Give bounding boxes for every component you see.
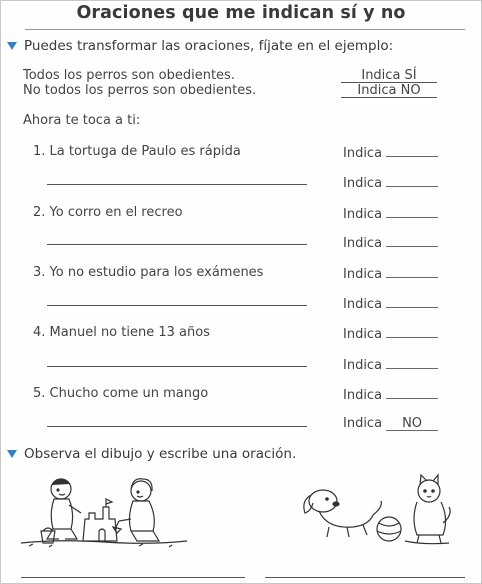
indica-answer-row	[343, 234, 438, 251]
indica-label: Indica	[343, 176, 383, 191]
indica-label: Indica	[343, 358, 383, 373]
answer-blank[interactable]	[386, 144, 438, 157]
indica-label: Indica	[343, 207, 383, 222]
exercise-sentence: 1. La tortuga de Paulo es rápida	[33, 144, 241, 159]
page-title: Oraciones que me indican sí y no	[76, 3, 406, 23]
writing-line[interactable]	[47, 184, 307, 185]
writing-line[interactable]	[21, 577, 245, 578]
example-sentence: Todos los perros son obedientes.	[23, 68, 235, 83]
answer-blank[interactable]	[386, 205, 438, 218]
section-1-instruction: Puedes transformar las oraciones, fíjate en el ejemplo:	[24, 38, 394, 54]
answer-blank[interactable]	[386, 356, 438, 369]
example-answer: Indica NO	[341, 84, 437, 98]
answer-blank[interactable]	[386, 234, 438, 247]
section-2-instruction: Observa el dibujo y escribe una oración.	[24, 446, 297, 462]
prompt-text: Ahora te toca a ti:	[23, 113, 141, 128]
answer-blank[interactable]	[386, 386, 438, 399]
writing-line[interactable]	[47, 305, 307, 306]
answer-blank[interactable]	[386, 325, 438, 338]
exercise-sentence: 3. Yo no estudio para los exámenes	[33, 265, 264, 280]
section-1-heading	[7, 38, 393, 54]
exercise-sentence: 2. Yo corro en el recreo	[33, 205, 183, 220]
exercise-sentence: 4. Manuel no tiene 13 años	[33, 325, 210, 340]
indica-label: Indica	[343, 327, 383, 342]
indica-answer-row	[343, 356, 438, 373]
section-2-heading	[7, 446, 296, 462]
answer-blank[interactable]	[386, 174, 438, 187]
answer-blank[interactable]	[386, 295, 438, 308]
writing-line[interactable]	[47, 244, 307, 245]
indica-label: Indica	[343, 236, 383, 251]
indica-label: Indica	[343, 297, 383, 312]
indica-answer-row	[343, 174, 438, 191]
pets-ball-illustration	[293, 471, 453, 551]
answer-blank[interactable]: NO	[386, 418, 438, 431]
children-sandcastle-illustration	[19, 469, 189, 549]
indica-label: Indica	[343, 267, 383, 282]
indica-label: Indica	[343, 146, 383, 161]
indica-label: Indica	[343, 416, 383, 431]
indica-answer-row	[343, 386, 438, 403]
example-answer: Indica SÍ	[341, 69, 437, 83]
example-sentence: No todos los perros son obedientes.	[23, 83, 257, 98]
triangle-bullet-icon	[7, 450, 17, 458]
indica-label: Indica	[343, 388, 383, 403]
indica-answer-row	[343, 205, 438, 222]
indica-answer-row	[343, 325, 438, 342]
indica-answer-row	[343, 295, 438, 312]
triangle-bullet-icon	[7, 42, 17, 50]
answer-blank[interactable]	[386, 265, 438, 278]
writing-line[interactable]	[265, 577, 465, 578]
exercise-sentence: 5. Chucho come un mango	[33, 386, 209, 401]
indica-answer-row	[343, 144, 438, 161]
writing-line[interactable]	[47, 366, 307, 367]
indica-answer-row	[343, 416, 438, 431]
indica-answer-row	[343, 265, 438, 282]
title-divider	[25, 29, 465, 30]
writing-line[interactable]	[47, 426, 307, 427]
